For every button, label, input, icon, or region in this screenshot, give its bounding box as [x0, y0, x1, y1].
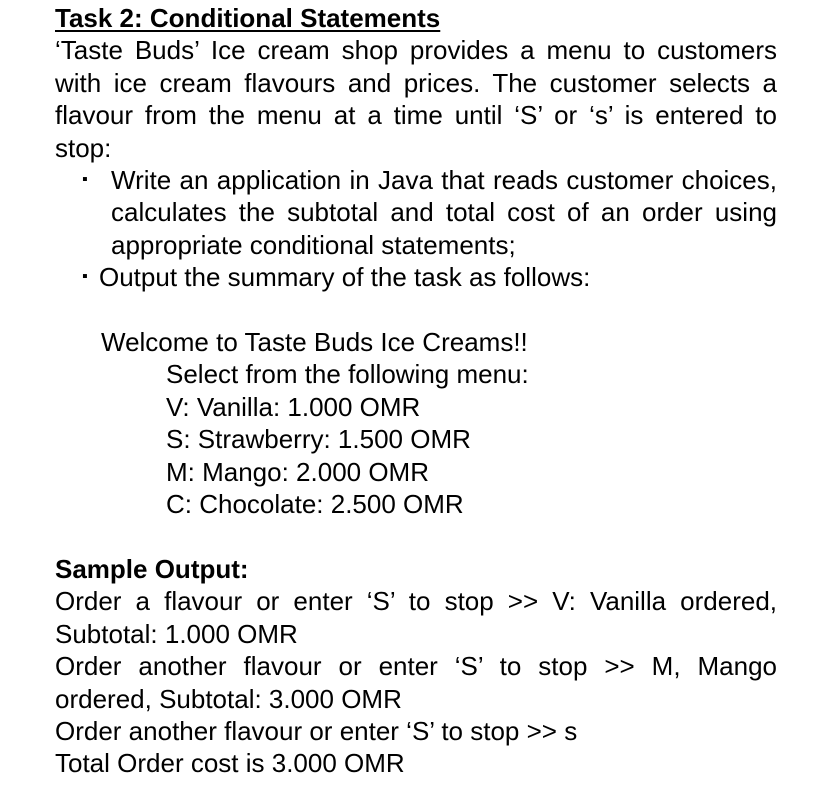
sample-output-heading: Sample Output:	[55, 553, 249, 584]
welcome-message: Welcome to Taste Buds Ice Creams!!	[101, 327, 528, 358]
menu-item-chocolate: C: Chocolate: 2.500 OMR	[166, 489, 464, 520]
bullet-icon: ▪	[82, 268, 88, 286]
flavour-menu	[55, 358, 777, 520]
menu-item-mango: M: Mango: 2.000 OMR	[166, 456, 429, 487]
spacer	[55, 520, 777, 552]
bullet-icon: ▪	[82, 171, 88, 189]
list-item	[55, 261, 777, 293]
requirements-list	[55, 164, 777, 294]
list-item	[55, 164, 777, 261]
list-item-text: Output the summary of the task as follows:	[99, 262, 591, 293]
intro-paragraph: ‘Taste Buds’ Ice cream shop provides a menu to customers with ice cream flavours and prices. The customer selects a flavour from the menu at a time until ‘S’ or ‘s’ is entered to stop:	[55, 35, 777, 163]
menu-item-vanilla: V: Vanilla: 1.000 OMR	[166, 391, 421, 422]
menu-item-strawberry: S: Strawberry: 1.500 OMR	[166, 424, 471, 455]
sample-output-line: Order a flavour or enter ‘S’ to stop >> V: Vanilla ordered, Subtotal: 1.000 OMR	[55, 586, 777, 649]
spacer	[55, 294, 777, 326]
sample-output-line: Order another flavour or enter ‘S’ to stop >> M, Mango ordered, Subtotal: 3.000 OMR	[55, 651, 777, 714]
menu-prompt: Select from the following menu:	[166, 359, 529, 390]
task-title: Task 2: Conditional Statements	[55, 3, 441, 33]
sample-output-total: Total Order cost is 3.000 OMR	[55, 748, 405, 779]
sample-output-line: Order another flavour or enter ‘S’ to stop >> s	[55, 715, 578, 746]
task-document	[55, 2, 777, 780]
list-item-text: Write an application in Java that reads customer choices, calculates the subtotal and total cost of an order using appropriate conditional statements;	[111, 165, 777, 260]
